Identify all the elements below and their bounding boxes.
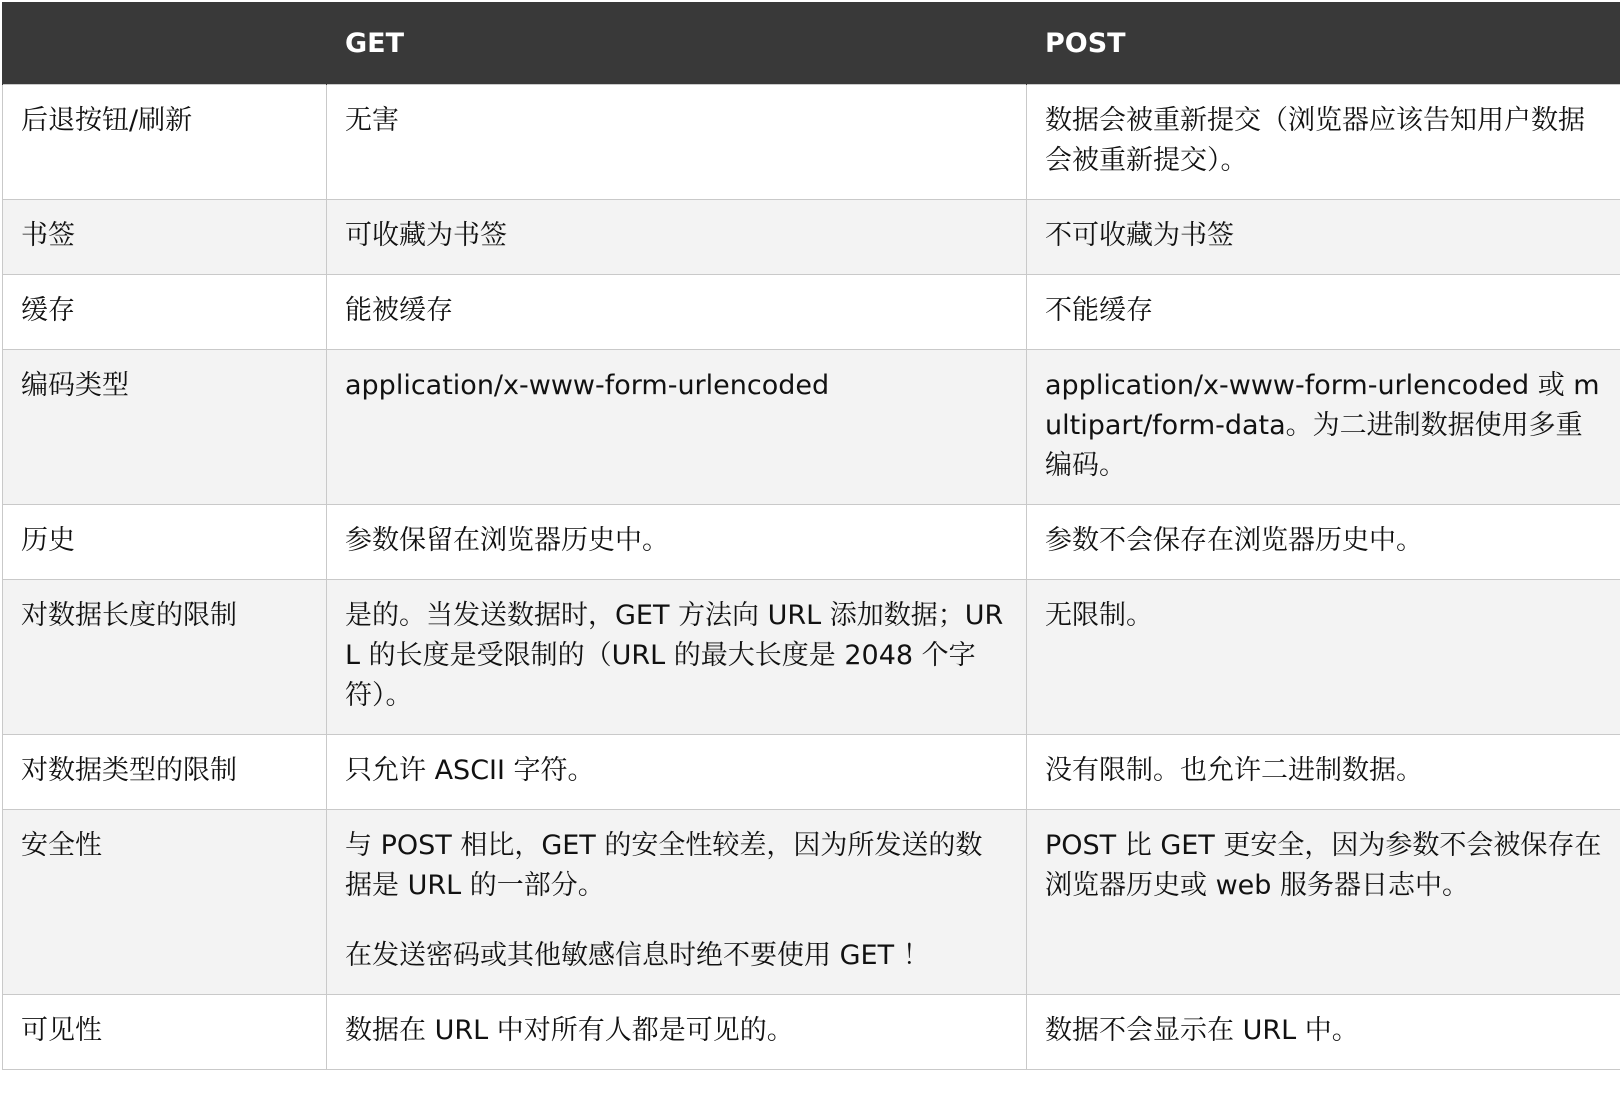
get-cell bbox=[327, 505, 1027, 580]
table-row bbox=[3, 735, 1621, 810]
get-vs-post-table bbox=[2, 2, 1620, 1070]
get-cell-text: 在发送密码或其他敏感信息时绝不要使用 GET ！ bbox=[345, 940, 930, 971]
table-row bbox=[3, 275, 1621, 350]
table-row bbox=[3, 995, 1621, 1070]
get-cell-text: 数据在 URL 中对所有人都是可见的。 bbox=[345, 1015, 794, 1046]
post-cell bbox=[1027, 580, 1621, 735]
post-cell-text: POST 比 GET 更安全，因为参数不会被保存在浏览器历史或 web 服务器日志中。 bbox=[1045, 830, 1602, 901]
post-cell bbox=[1027, 505, 1621, 580]
get-cell-text: 无害 bbox=[345, 105, 399, 136]
table-row bbox=[3, 85, 1621, 200]
row-label-cell: 书签 bbox=[3, 200, 327, 275]
get-cell bbox=[327, 810, 1027, 995]
row-label-cell: 安全性 bbox=[3, 810, 327, 995]
get-cell-text: 是的。当发送数据时，GET 方法向 URL 添加数据；URL 的长度是受限制的（URL 的最大长度是 2048 个字符）。 bbox=[345, 600, 1004, 711]
post-cell bbox=[1027, 350, 1621, 505]
post-cell-text: 参数不会保存在浏览器历史中。 bbox=[1045, 525, 1423, 556]
table-row bbox=[3, 580, 1621, 735]
get-cell bbox=[327, 350, 1027, 505]
post-cell-text: 不可收藏为书签 bbox=[1045, 220, 1234, 251]
post-cell-text: 数据不会显示在 URL 中。 bbox=[1045, 1015, 1359, 1046]
header-cell-get: GET bbox=[327, 2, 1027, 85]
get-cell bbox=[327, 995, 1027, 1070]
post-cell bbox=[1027, 200, 1621, 275]
post-cell bbox=[1027, 735, 1621, 810]
table-body bbox=[3, 85, 1621, 1070]
header-cell-label bbox=[3, 2, 327, 85]
get-cell bbox=[327, 275, 1027, 350]
row-label-cell: 缓存 bbox=[3, 275, 327, 350]
post-cell bbox=[1027, 85, 1621, 200]
post-cell-text: 不能缓存 bbox=[1045, 295, 1153, 326]
post-cell bbox=[1027, 275, 1621, 350]
row-label-cell: 对数据类型的限制 bbox=[3, 735, 327, 810]
table-row bbox=[3, 810, 1621, 995]
row-label-cell: 编码类型 bbox=[3, 350, 327, 505]
get-cell bbox=[327, 580, 1027, 735]
table-row bbox=[3, 200, 1621, 275]
get-cell-text: application/x-www-form-urlencoded bbox=[345, 370, 830, 401]
post-cell-text: application/x-www-form-urlencoded 或 multipart/form-data。为二进制数据使用多重编码。 bbox=[1045, 370, 1600, 481]
get-cell-text: 参数保留在浏览器历史中。 bbox=[345, 525, 669, 556]
post-cell bbox=[1027, 995, 1621, 1070]
row-label-cell: 后退按钮/刷新 bbox=[3, 85, 327, 200]
get-cell-text: 与 POST 相比，GET 的安全性较差，因为所发送的数据是 URL 的一部分。 bbox=[345, 830, 983, 901]
post-cell bbox=[1027, 810, 1621, 995]
get-cell-text: 只允许 ASCII 字符。 bbox=[345, 755, 595, 786]
table-row bbox=[3, 505, 1621, 580]
comparison-table-container bbox=[2, 2, 1620, 1102]
post-cell-text: 数据会被重新提交（浏览器应该告知用户数据会被重新提交）。 bbox=[1045, 105, 1585, 176]
get-cell bbox=[327, 735, 1027, 810]
get-cell-text: 能被缓存 bbox=[345, 295, 453, 326]
get-cell-text: 可收藏为书签 bbox=[345, 220, 507, 251]
row-label-cell: 对数据长度的限制 bbox=[3, 580, 327, 735]
post-cell-text: 无限制。 bbox=[1045, 600, 1153, 631]
post-cell-text: 没有限制。也允许二进制数据。 bbox=[1045, 755, 1423, 786]
row-label-cell: 可见性 bbox=[3, 995, 327, 1070]
get-cell bbox=[327, 200, 1027, 275]
table-header-row bbox=[3, 2, 1621, 85]
row-label-cell: 历史 bbox=[3, 505, 327, 580]
get-cell bbox=[327, 85, 1027, 200]
table-row bbox=[3, 350, 1621, 505]
header-cell-post: POST bbox=[1027, 2, 1621, 85]
